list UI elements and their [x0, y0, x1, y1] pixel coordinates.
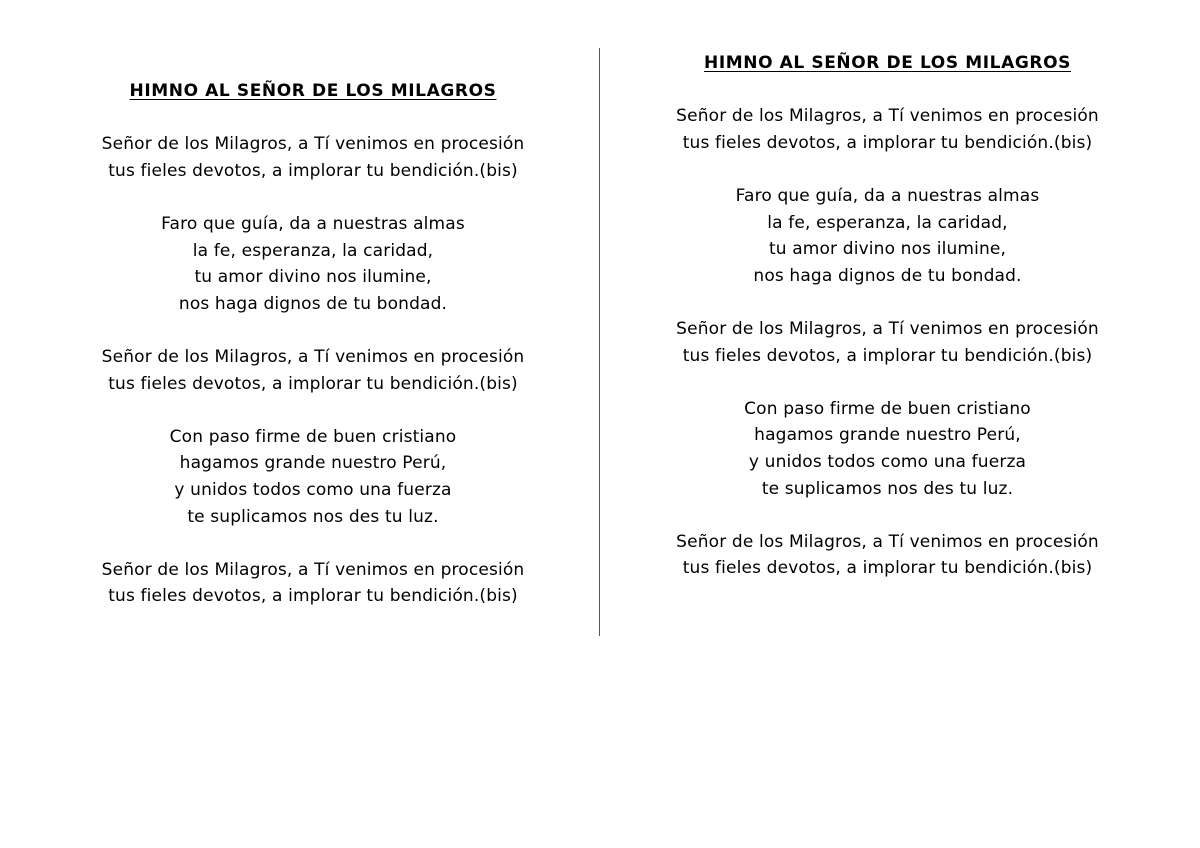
verse-line: te suplicamos nos des tu luz.: [187, 506, 439, 527]
verse-stanza: [30, 424, 596, 530]
verse-stanza: [30, 211, 596, 317]
verse-line: te suplicamos nos des tu luz.: [761, 478, 1014, 499]
verse-line: y unidos todos como una fuerza: [748, 451, 1027, 472]
verse-line: nos haga dignos de tu bondad.: [753, 265, 1022, 286]
verse-line: Con paso firme de buen cristiano: [169, 426, 457, 447]
verse-line: hagamos grande nuestro Perú,: [179, 453, 447, 474]
hymn-title: HIMNO AL SEÑOR DE LOS MILAGROS: [129, 81, 497, 101]
verse-line: tus fieles devotos, a implorar tu bendición.(bis): [108, 586, 518, 607]
verse-line: tus fieles devotos, a implorar tu bendición.(bis): [108, 160, 518, 181]
verse-line: tus fieles devotos, a implorar tu bendición.(bis): [682, 345, 1093, 366]
verse-line: tus fieles devotos, a implorar tu bendición.(bis): [682, 132, 1093, 153]
verse-line: Señor de los Milagros, a Tí venimos en procesión: [101, 346, 525, 367]
verse-line: tu amor divino nos ilumine,: [194, 267, 432, 288]
verse-stanza: [605, 396, 1170, 502]
verse-line: Con paso firme de buen cristiano: [744, 398, 1031, 419]
chorus-stanza: [30, 344, 596, 397]
verse-line: hagamos grande nuestro Perú,: [754, 425, 1021, 446]
chorus-stanza: [30, 557, 596, 610]
verse-line: Señor de los Milagros, a Tí venimos en procesión: [676, 106, 1099, 127]
verse-line: Señor de los Milagros, a Tí venimos en procesión: [676, 318, 1099, 339]
verse-line: la fe, esperanza, la caridad,: [192, 240, 434, 261]
hymn-title: HIMNO AL SEÑOR DE LOS MILAGROS: [704, 53, 1071, 73]
verse-line: la fe, esperanza, la caridad,: [767, 212, 1008, 233]
right-hymn-column: [605, 50, 1170, 582]
verse-line: Señor de los Milagros, a Tí venimos en procesión: [101, 559, 525, 580]
column-divider: [599, 48, 600, 636]
chorus-stanza: [605, 529, 1170, 582]
verse-stanza: [605, 183, 1170, 289]
verse-line: Faro que guía, da a nuestras almas: [161, 213, 465, 234]
chorus-stanza: [30, 131, 596, 184]
verse-line: y unidos todos como una fuerza: [174, 479, 452, 500]
verse-line: Faro que guía, da a nuestras almas: [735, 185, 1040, 206]
verse-line: Señor de los Milagros, a Tí venimos en procesión: [101, 134, 525, 155]
verse-line: tus fieles devotos, a implorar tu bendición.(bis): [682, 558, 1093, 579]
chorus-stanza: [605, 103, 1170, 156]
left-hymn-column: [30, 78, 596, 610]
verse-line: tus fieles devotos, a implorar tu bendición.(bis): [108, 373, 518, 394]
verse-line: nos haga dignos de tu bondad.: [178, 293, 448, 314]
verse-line: Señor de los Milagros, a Tí venimos en procesión: [676, 531, 1099, 552]
verse-line: tu amor divino nos ilumine,: [768, 239, 1007, 260]
chorus-stanza: [605, 316, 1170, 369]
